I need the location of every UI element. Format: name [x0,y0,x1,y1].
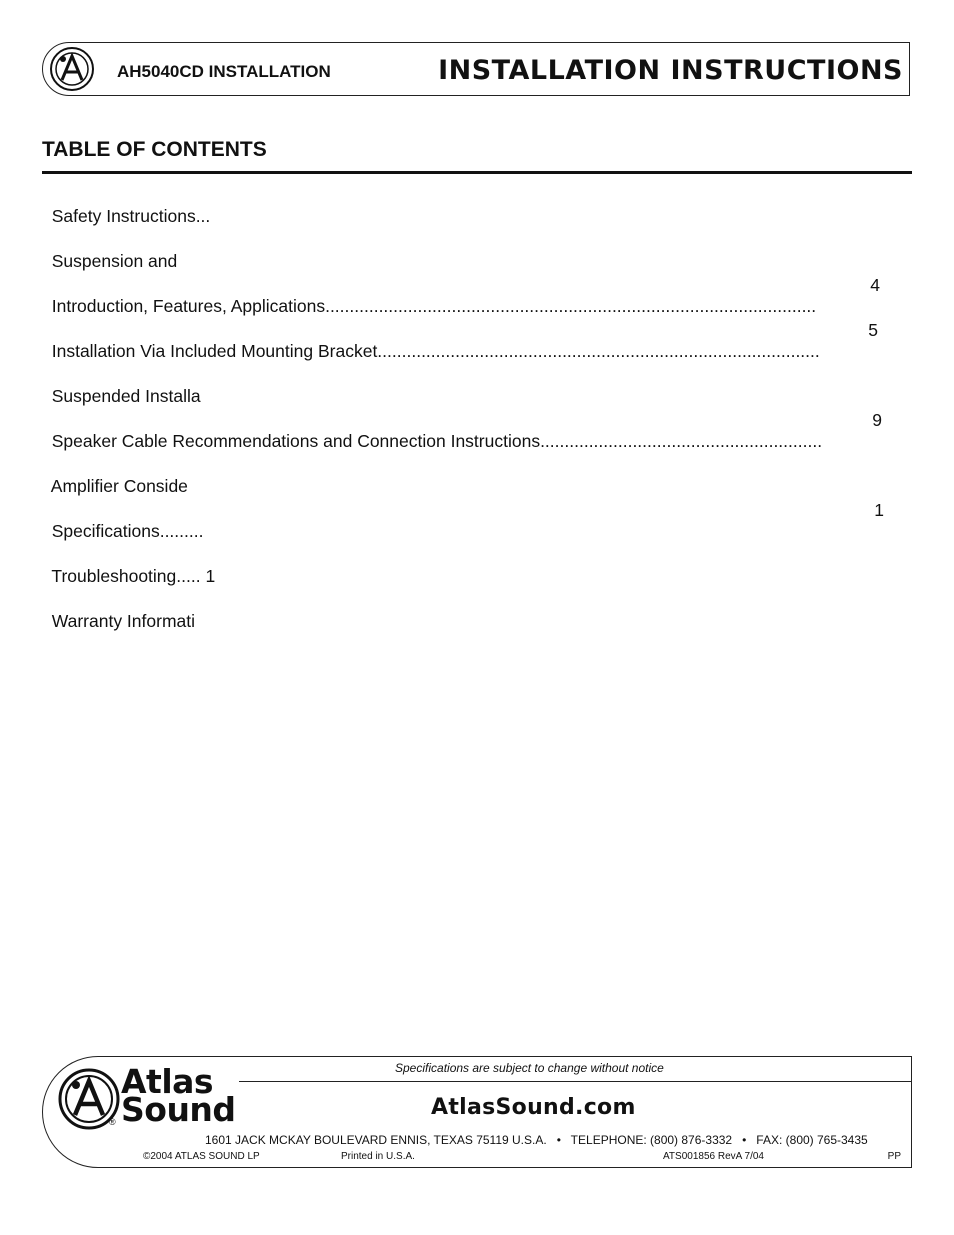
toc-item-label: Introduction, Features, Applications..................................................................................................... [51,296,817,316]
footer-divider [239,1081,911,1082]
footer-code: PP [887,1151,901,1162]
contact-address: 1601 JACK MCKAY BOULEVARD ENNIS, TEXAS 75119 U.S.A. • TELEPHONE: (800) 876-3332 • FAX: (800) 765-3435 [205,1133,868,1147]
toc-divider [42,171,912,174]
toc-item-page: 5 [868,320,878,340]
page-footer [42,1056,912,1168]
toc-item-label: Specifications......... [51,521,204,541]
toc-item-label: Amplifier Conside [50,476,188,496]
toc-item-label: Suspended Installa [51,386,201,406]
brand-name-atlas: Atlas [121,1062,214,1101]
toc-item-label: Troubleshooting..... 1 [51,566,216,586]
document-title: AH5040CD INSTALLATION [117,62,331,81]
toc-item-label: Installation Via Included Mounting Bracket........................................................................................... [51,341,820,361]
page-header [42,42,910,96]
toc-heading: TABLE OF CONTENTS [42,138,267,161]
toc-item-page: 4 [870,275,880,295]
toc-item-page: 1 [874,500,884,520]
copyright: ©2004 ATLAS SOUND LP [143,1151,260,1162]
atlas-logo-icon [49,46,95,92]
toc-item-label: Speaker Cable Recommendations and Connection Instructions.......................................................... [51,431,823,451]
website-link[interactable]: AtlasSound.com [431,1095,636,1120]
toc-item-label: Warranty Informati [51,611,196,631]
spec-notice: Specifications are subject to change without notice [395,1061,664,1075]
section-title: INSTALLATION INSTRUCTIONS [438,55,903,86]
printed-in: Printed in U.S.A. [341,1151,415,1162]
toc-item [42,590,884,653]
toc-item-label: Safety Instructions... [51,206,211,226]
toc-item-page: 9 [872,410,882,430]
registered-mark: ® [109,1117,116,1127]
brand-name-sound: Sound [121,1090,236,1129]
document-number: ATS001856 RevA 7/04 [663,1151,764,1162]
toc-item-label: Suspension and [51,251,178,271]
